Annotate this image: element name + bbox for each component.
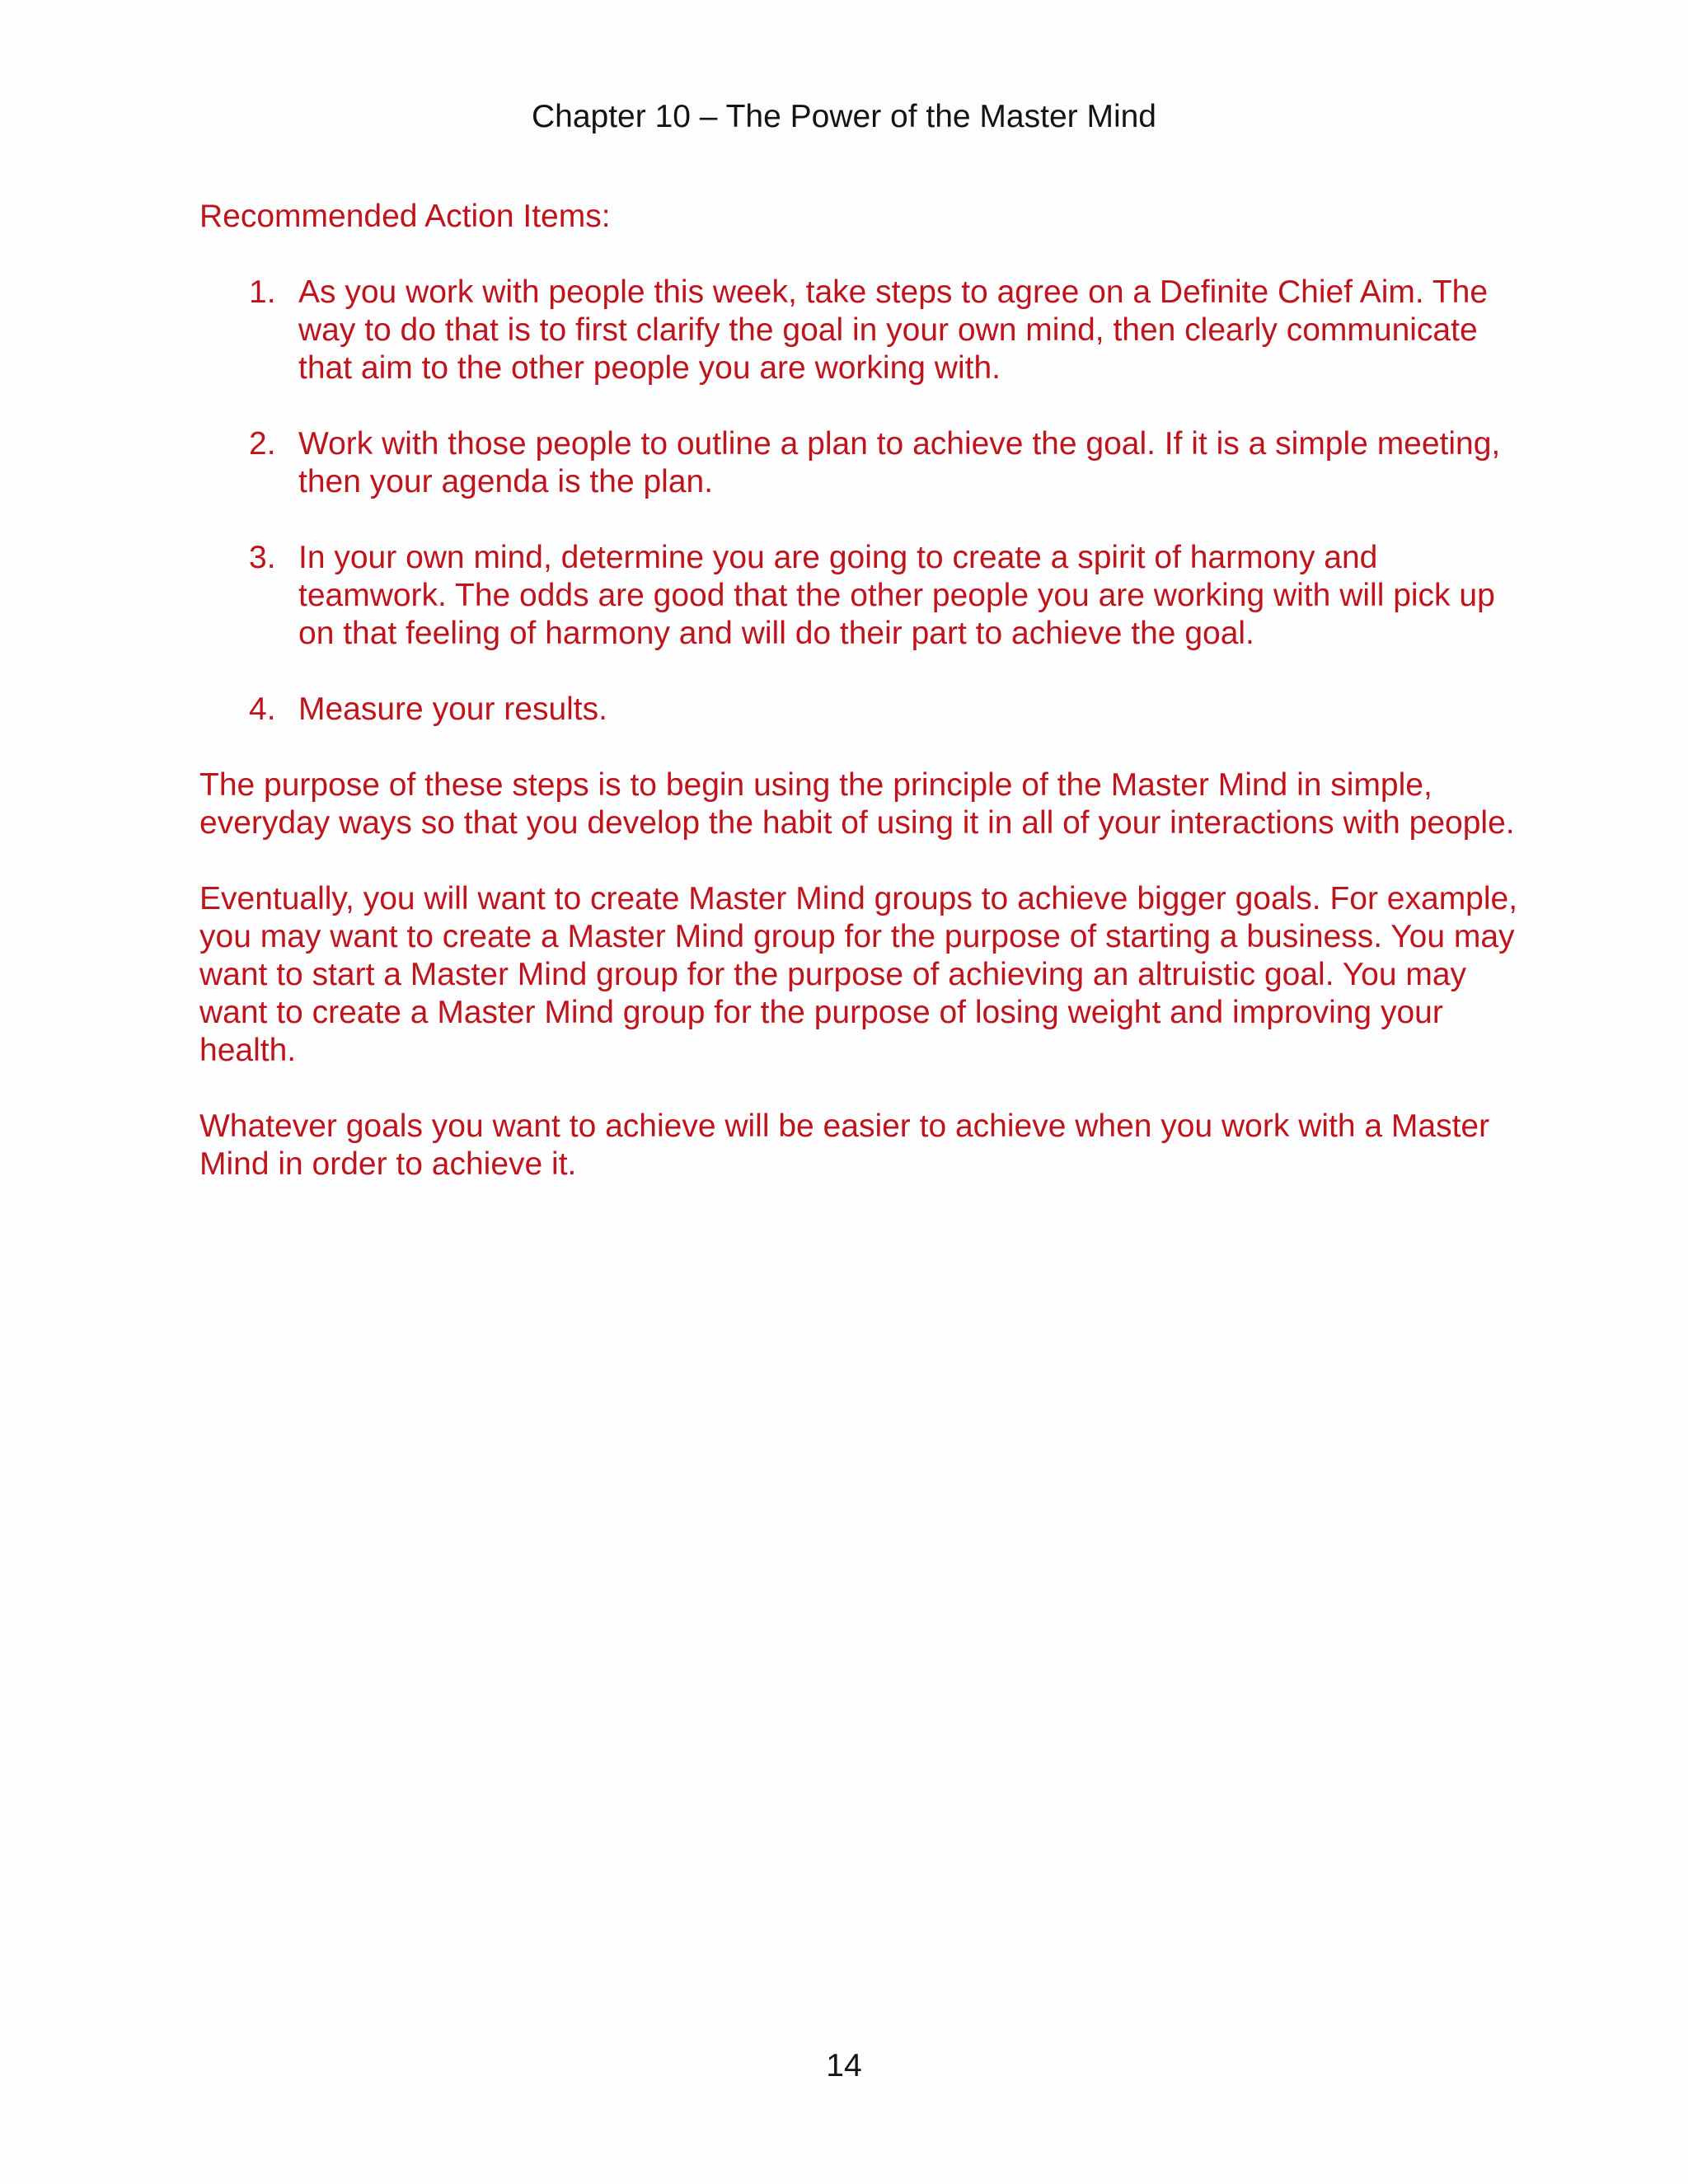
action-item — [199, 274, 1518, 387]
action-item-number-cell — [199, 691, 298, 729]
action-item-number: 1. — [249, 274, 276, 310]
action-item — [199, 425, 1518, 501]
action-item-text: As you work with people this week, take steps to agree on a Definite Chief Aim. The way to do that is to first clarify the goal in your own mind, then clearly communicate that aim to the other people you are working with. — [298, 274, 1489, 386]
action-item — [199, 539, 1518, 653]
action-item-number: 4. — [249, 691, 276, 727]
page-number: 14 — [826, 2048, 862, 2083]
body-paragraph: Eventually, you will want to create Master Mind groups to achieve bigger goals. For example, you may want to create a Master Mind group for the purpose of starting a business. You may want to start a Master Mind group for the purpose of achieving an altruistic goal. You may want to create a Master Mind group for the purpose of losing weight and improving your health. — [199, 881, 1518, 1068]
action-item-number-cell — [199, 425, 298, 501]
action-item-number-cell — [199, 539, 298, 653]
action-items-title: Recommended Action Items: — [199, 199, 611, 234]
body-paragraph: Whatever goals you want to achieve will be easier to achieve when you work with a Master Mind in order to achieve it. — [199, 1108, 1490, 1182]
action-item-text: In your own mind, determine you are going to create a spirit of harmony and teamwork. The odds are good that the other people you are working with will pick up on that feeling of harmony and will do their part to achieve the goal. — [298, 540, 1495, 651]
body-paragraph: The purpose of these steps is to begin using the principle of the Master Mind in simple, everyday ways so that you develop the habit of using it in all of your interactions with people. — [199, 767, 1515, 841]
action-item — [199, 691, 1518, 729]
action-item-number: 3. — [249, 540, 276, 575]
action-item-number: 2. — [249, 426, 276, 462]
action-items-list — [199, 274, 1518, 729]
action-item-text: Measure your results. — [298, 691, 607, 727]
page-content — [199, 198, 1518, 1221]
chapter-header: Chapter 10 – The Power of the Master Mind — [531, 99, 1156, 134]
action-item-text: Work with those people to outline a plan to achieve the goal. If it is a simple meeting, then your agenda is the plan. — [298, 426, 1501, 499]
action-item-number-cell — [199, 274, 298, 387]
